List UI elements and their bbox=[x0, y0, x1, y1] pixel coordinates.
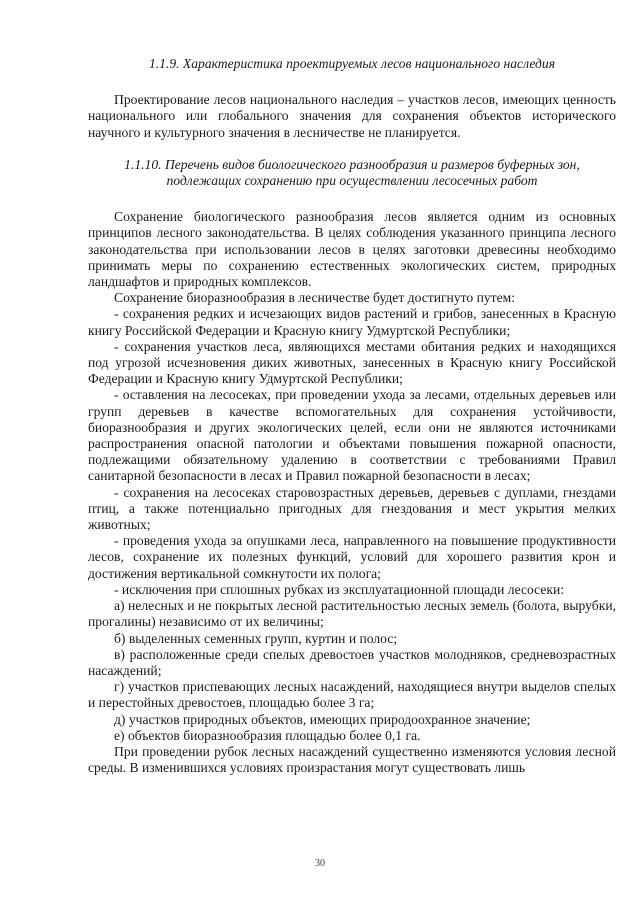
sub-list-item: г) участков приспевающих лесных насаждений, находящиеся внутри выделов спелых и перестойных древостоев, площадью более 3 га; bbox=[88, 679, 616, 711]
sub-list-item: д) участков природных объектов, имеющих природоохранное значение; bbox=[114, 711, 531, 727]
section-heading-national-heritage: 1.1.9. Характеристика проектируемых лесов национального наследия bbox=[148, 56, 556, 71]
paragraph: При проведении рубок лесных насаждений существенно изменяются условия лесной среды. В изменившихся условиях произрастания могут существовать лишь bbox=[88, 743, 616, 776]
list-item: - исключения при сплошных рубках из эксплуатационной площади лесосеки: bbox=[114, 581, 565, 597]
sub-list-item: в) расположенные среди спелых древостоев участков молодняков, средневозрастных насаждений; bbox=[88, 646, 616, 678]
list-item: - сохранения участков леса, являющихся местами обитания редких и находящихся под угрозой исчезновения диких животных, занесенных в Красную книгу Российской Федерации и Красную книгу Удмуртской Республики; bbox=[88, 338, 616, 387]
sub-list-item: е) объектов биоразнообразия площадью более 0,1 га. bbox=[114, 727, 421, 743]
list-item: - оставления на лесосеках, при проведении ухода за лесами, отдельных деревьев или групп деревьев в качестве вспомогательных для сохранения устойчивости, биоразнообразия и других экологических целей, если они не являются источниками распространения опасной патологии и объектами повышения пожарной опасности, подлежащими обязательному удалению в соответствии с требованиями Правил санитарной безопасности в лесах и Правил пожарной безопасности в лесах; bbox=[88, 387, 616, 484]
paragraph: Проектирование лесов национального наследия – участков лесов, имеющих ценность национального или глобального значения для сохранения объектов исторического научного и культурного значения в лесничестве не планируется. bbox=[88, 92, 616, 140]
document-page bbox=[88, 56, 616, 776]
list-item: - проведения ухода за опушками леса, направленного на повышение продуктивности лесов, сохранение их полезных функций, условий для хорошего развития крон и достижения вертикальной сомкнутости их полога; bbox=[88, 533, 616, 581]
paragraph: Сохранение биоразнообразия в лесничестве будет достигнуто путем: bbox=[114, 290, 516, 306]
paragraph: Сохранение биологического разнообразия лесов является одним из основных принципов лесного законодательства. В целях соблюдения указанного принципа лесного законодательства при использовании лесов в целях заготовки древесины необходимо принимать меры по сохранению естественных экологических систем, природных ландшафтов и природных комплексов. bbox=[88, 209, 616, 290]
section-heading-biodiversity: 1.1.10. Перечень видов биологического разнообразия и размеров буферных зон, подлежащих сохранению при осуществлении лесосечных работ bbox=[124, 156, 580, 189]
page-number: 30 bbox=[315, 858, 325, 869]
list-item: - сохранения редких и исчезающих видов растений и грибов, занесенных в Красную книгу Российской Федерации и Красную книгу Удмуртской Республики; bbox=[88, 306, 616, 338]
sub-list-item: а) нелесных и не покрытых лесной растительностью лесных земель (болота, вырубки, прогалины) независимо от их величины; bbox=[88, 598, 616, 630]
sub-list-item: б) выделенных семенных групп, куртин и полос; bbox=[114, 630, 398, 646]
list-item: - сохранения на лесосеках старовозрастных деревьев, деревьев с дуплами, гнездами птиц, а также потенциально пригодных для гнездования и мест укрытия мелких животных; bbox=[88, 484, 616, 533]
